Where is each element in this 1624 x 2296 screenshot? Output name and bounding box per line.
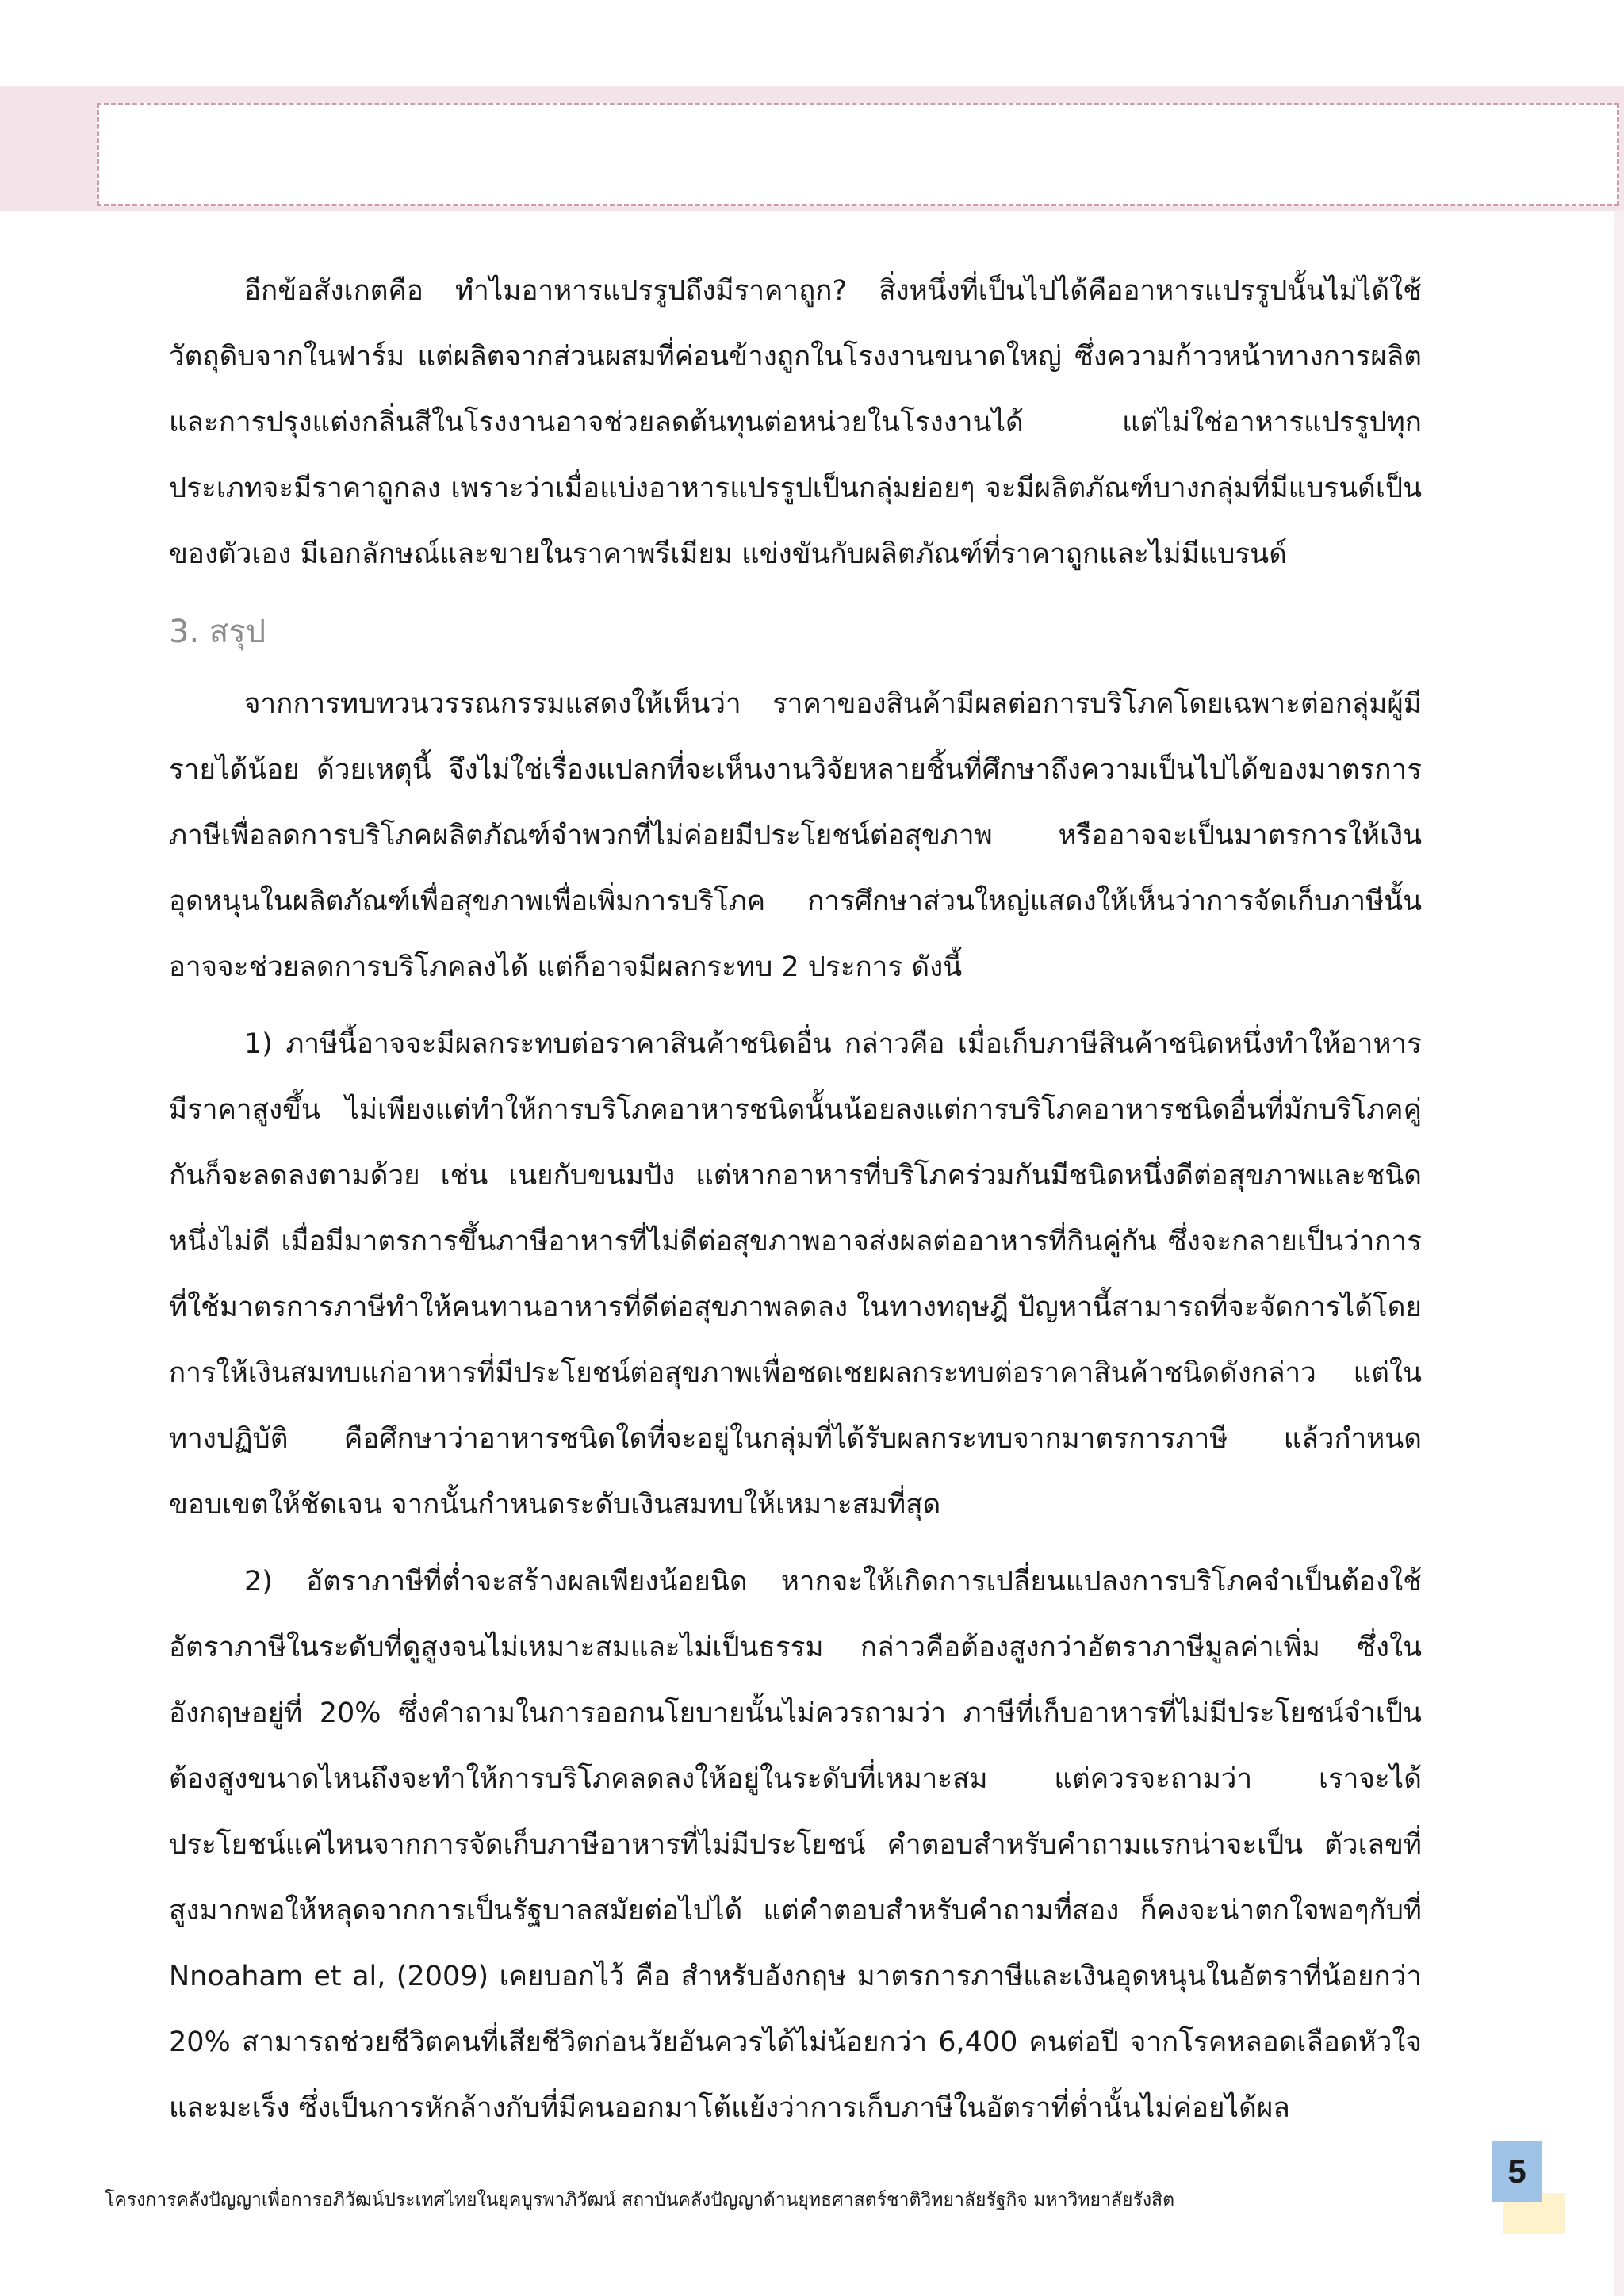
- header-dashed-box: [97, 103, 1619, 206]
- page-number: 5: [1492, 2141, 1542, 2202]
- page-footer: โครงการคลังปัญญาเพื่อการอภิวัฒน์ประเทศไทยในยุคบูรพาภิวัฒน์ สถาบันคลังปัญญาด้านยุทธศาสตร์ชาติวิทยาลัยรัฐกิจ มหาวิทยาลัยรังสิต: [105, 2190, 1175, 2210]
- section-heading-summary: 3. สรุป: [169, 614, 266, 650]
- paragraph-effect-2: 2) อัตราภาษีที่ต่ำจะสร้างผลเพียงน้อยนิด หากจะให้เกิดการเปลี่ยนแปลงการบริโภคจำเป็นต้องใช้อัตราภาษีในระดับที่ดูสูงจนไม่เหมาะสมและไม่เป็นธรรม กล่าวคือต้องสูงกว่าอัตราภาษีมูลค่าเพิ่ม ซึ่งในอังกฤษอยู่ที่ 20% ซึ่งคำถามในการออกนโยบายนั้นไม่ควรถามว่า ภาษีที่เก็บอาหารที่ไม่มีประโยชน์จำเป็นต้องสูงขนาดไหนถึงจะทำให้การบริโภคลดลงให้อยู่ในระดับที่เหมาะสม แต่ควรจะถามว่า เราจะได้ประโยชน์แค่ไหนจากการจัดเก็บภาษีอาหารที่ไม่มีประโยชน์ คำตอบสำหรับคำถามแรกน่าจะเป็น ตัวเลขที่สูงมากพอให้หลุดจากการเป็นรัฐบาลสมัยต่อไปได้ แต่คำตอบสำหรับคำถามที่สอง ก็คงจะน่าตกใจพอๆกับที่ Nnoaham et al, (2009) เคยบอกไว้ คือ สำหรับอังกฤษ มาตรการภาษีและเงินอุดหนุนในอัตราที่น้อยกว่า 20% สามารถช่วยชีวิตคนที่เสียชีวิตก่อนวัยอันควรได้ไม่น้อยกว่า 6,400 คนต่อปี จากโรคหลอดเลือดหัวใจและมะเร็ง ซึ่งเป็นการหักล้างกับที่มีคนออกมาโต้แย้งว่าการเก็บภาษีในอัตราที่ต่ำนั้นไม่ค่อยได้ผล: [169, 1566, 1422, 2124]
- right-margin-strip: [1614, 211, 1624, 2296]
- paragraph-summary-intro: จากการทบทวนวรรณกรรมแสดงให้เห็นว่า ราคาของสินค้ามีผลต่อการบริโภคโดยเฉพาะต่อกลุ่มผู้มีรายได้น้อย ด้วยเหตุนี้ จึงไม่ใช่เรื่องแปลกที่จะเห็นงานวิจัยหลายชิ้นที่ศึกษาถึงความเป็นไปได้ของมาตรการภาษีเพื่อลดการบริโภคผลิตภัณฑ์จำพวกที่ไม่ค่อยมีประโยชน์ต่อสุขภาพ หรืออาจจะเป็นมาตรการให้เงินอุดหนุนในผลิตภัณฑ์เพื่อสุขภาพเพื่อเพิ่มการบริโภค การศึกษาส่วนใหญ่แสดงให้เห็นว่าการจัดเก็บภาษีนั้นอาจจะช่วยลดการบริโภคลงได้ แต่ก็อาจมีผลกระทบ 2 ประการ ดังนี้: [169, 688, 1422, 983]
- paragraph-processed-food-price: อีกข้อสังเกตคือ ทำไมอาหารแปรรูปถึงมีราคาถูก? สิ่งหนึ่งที่เป็นไปได้คืออาหารแปรรูปนั้นไม่ได้ใช้วัตถุดิบจากในฟาร์ม แต่ผลิตจากส่วนผสมที่ค่อนข้างถูกในโรงงานขนาดใหญ่ ซึ่งความก้าวหน้าทางการผลิตและการปรุงแต่งกลิ่นสีในโรงงานอาจช่วยลดต้นทุนต่อหน่วยในโรงงานได้ แต่ไม่ใช่อาหารแปรรูปทุกประเภทจะมีราคาถูกลง เพราะว่าเมื่อแบ่งอาหารแปรรูปเป็นกลุ่มย่อยๆ จะมีผลิตภัณฑ์บางกลุ่มที่มีแบรนด์เป็นของตัวเอง มีเอกลักษณ์และขายในราคาพรีเมียม แข่งขันกับผลิตภัณฑ์ที่ราคาถูกและไม่มีแบรนด์: [169, 275, 1422, 570]
- page-body: [169, 258, 1422, 2141]
- paragraph-effect-1: 1) ภาษีนี้อาจจะมีผลกระทบต่อราคาสินค้าชนิดอื่น กล่าวคือ เมื่อเก็บภาษีสินค้าชนิดหนึ่งทำให้อาหารมีราคาสูงขึ้น ไม่เพียงแต่ทำให้การบริโภคอาหารชนิดนั้นน้อยลงแต่การบริโภคอาหารชนิดอื่นที่มักบริโภคคู่กันก็จะลดลงตามด้วย เช่น เนยกับขนมปัง แต่หากอาหารที่บริโภคร่วมกันมีชนิดหนึ่งดีต่อสุขภาพและชนิดหนึ่งไม่ดี เมื่อมีมาตรการขึ้นภาษีอาหารที่ไม่ดีต่อสุขภาพอาจส่งผลต่ออาหารที่กินคู่กัน ซึ่งจะกลายเป็นว่าการที่ใช้มาตรการภาษีทำให้คนทานอาหารที่ดีต่อสุขภาพลดลง ในทางทฤษฎี ปัญหานี้สามารถที่จะจัดการได้โดยการให้เงินสมทบแก่อาหารที่มีประโยชน์ต่อสุขภาพเพื่อชดเชยผลกระทบต่อราคาสินค้าชนิดดังกล่าว แต่ในทางปฏิบัติ คือศึกษาว่าอาหารชนิดใดที่จะอยู่ในกลุ่มที่ได้รับผลกระทบจากมาตรการภาษี แล้วกำหนดขอบเขตให้ชัดเจน จากนั้นกำหนดระดับเงินสมทบให้เหมาะสมที่สุด: [169, 1028, 1422, 1521]
